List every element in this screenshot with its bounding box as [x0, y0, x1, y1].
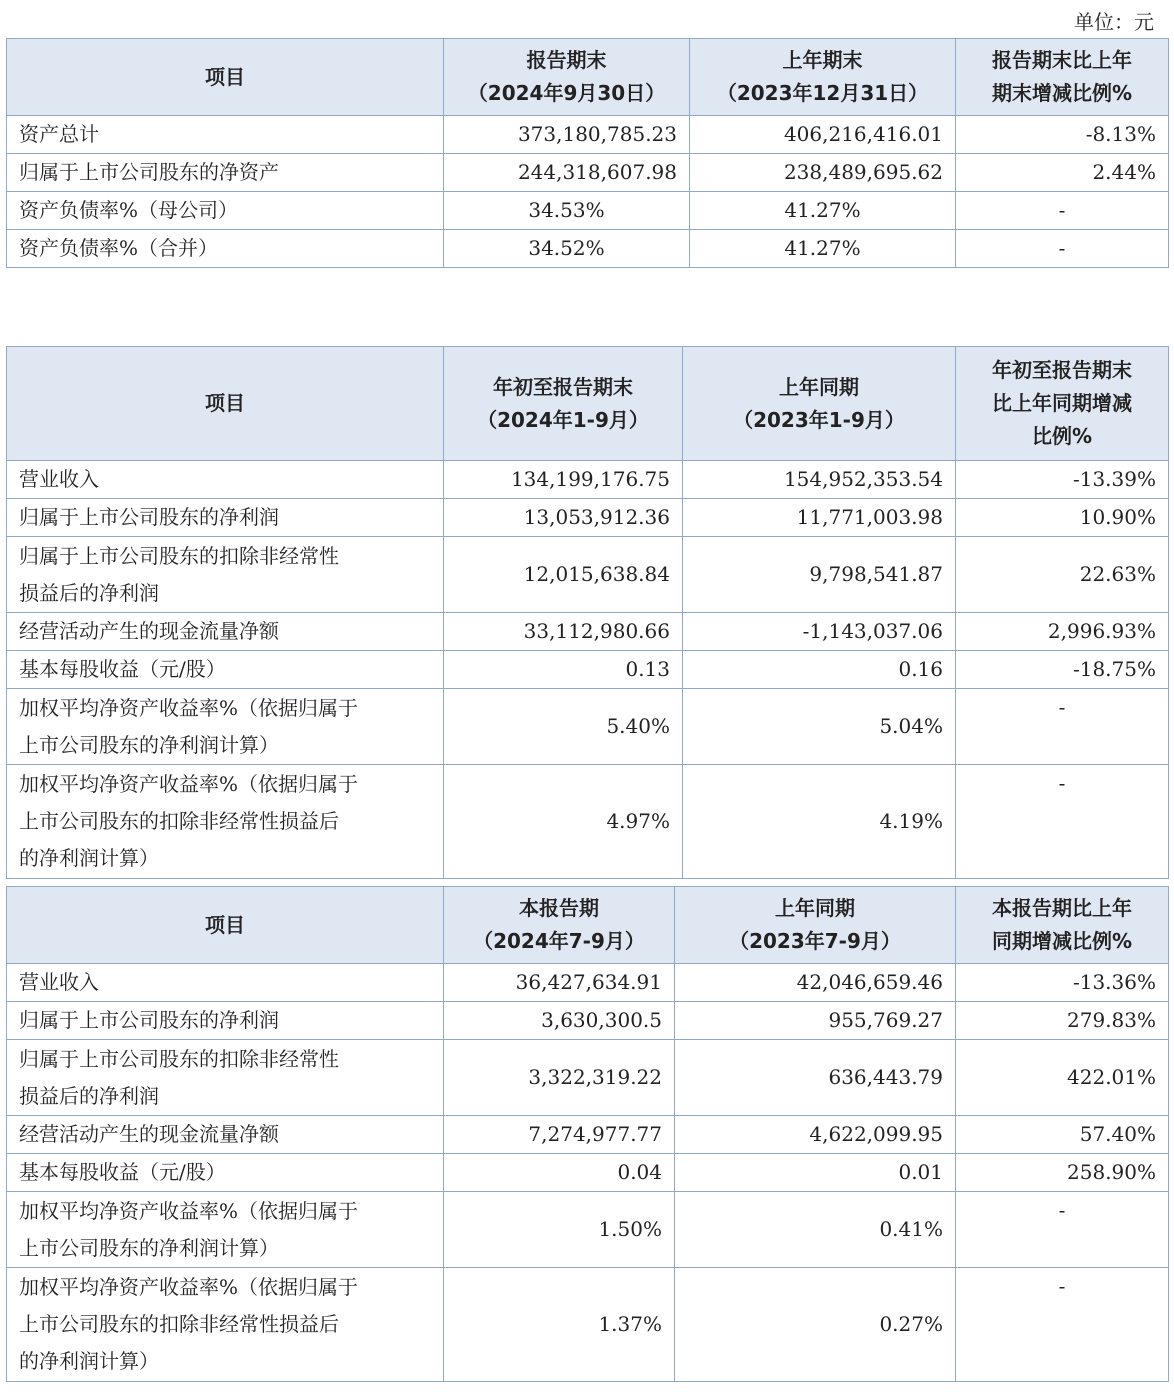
row-label: 营业收入 — [7, 461, 444, 499]
cell-value: 12,015,638.84 — [444, 537, 683, 613]
cell-value: 34.53% — [444, 192, 690, 230]
table-row — [7, 499, 1169, 537]
cell-value: -8.13% — [956, 116, 1169, 154]
row-label: 归属于上市公司股东的扣除非经常性 损益后的净利润 — [7, 1040, 444, 1116]
ytd-income-table — [6, 346, 1169, 879]
cell-value: 34.52% — [444, 230, 690, 268]
row-label: 资产负债率%（合并） — [7, 230, 444, 268]
header-report-period-end: 报告期末 （2024年9月30日） — [444, 39, 690, 116]
row-label: 加权平均净资产收益率%（依据归属于 上市公司股东的净利润计算） — [7, 1192, 444, 1268]
table-header-row — [7, 347, 1169, 461]
header-prior-year-same-quarter: 上年同期 （2023年7-9月） — [675, 887, 956, 964]
header-current-quarter: 本报告期 （2024年7-9月） — [444, 887, 675, 964]
row-label: 营业收入 — [7, 964, 444, 1002]
cell-value: 0.41% — [675, 1192, 956, 1268]
cell-value: - — [956, 689, 1169, 765]
cell-value: 4,622,099.95 — [675, 1116, 956, 1154]
row-label: 归属于上市公司股东的净资产 — [7, 154, 444, 192]
cell-value: 41.27% — [690, 192, 956, 230]
table-row — [7, 651, 1169, 689]
cell-value: 2,996.93% — [956, 613, 1169, 651]
table-row — [7, 1116, 1169, 1154]
quarter-income-table — [6, 886, 1169, 1382]
table-row — [7, 1268, 1169, 1382]
cell-value: 134,199,176.75 — [444, 461, 683, 499]
cell-value: -1,143,037.06 — [683, 613, 956, 651]
header-prior-year-end: 上年期末 （2023年12月31日） — [690, 39, 956, 116]
table-header-row — [7, 887, 1169, 964]
cell-value: 5.40% — [444, 689, 683, 765]
balance-sheet-table — [6, 38, 1169, 268]
cell-value: 279.83% — [956, 1002, 1169, 1040]
cell-value: 0.27% — [675, 1268, 956, 1382]
header-item: 项目 — [7, 887, 444, 964]
header-item: 项目 — [7, 347, 444, 461]
row-label: 经营活动产生的现金流量净额 — [7, 1116, 444, 1154]
cell-value: - — [956, 1192, 1169, 1268]
table-row — [7, 116, 1169, 154]
cell-value: 0.01 — [675, 1154, 956, 1192]
row-label: 归属于上市公司股东的净利润 — [7, 499, 444, 537]
cell-value: 238,489,695.62 — [690, 154, 956, 192]
cell-value: 22.63% — [956, 537, 1169, 613]
cell-value: 373,180,785.23 — [444, 116, 690, 154]
cell-value: -13.39% — [956, 461, 1169, 499]
table-row — [7, 461, 1169, 499]
cell-value: 422.01% — [956, 1040, 1169, 1116]
cell-value: 2.44% — [956, 154, 1169, 192]
row-label: 加权平均净资产收益率%（依据归属于 上市公司股东的扣除非经常性损益后 的净利润计算） — [7, 765, 444, 879]
cell-value: - — [956, 1268, 1169, 1382]
row-label: 归属于上市公司股东的净利润 — [7, 1002, 444, 1040]
table-row — [7, 689, 1169, 765]
cell-value: 3,630,300.5 — [444, 1002, 675, 1040]
cell-value: 1.37% — [444, 1268, 675, 1382]
cell-value: 406,216,416.01 — [690, 116, 956, 154]
cell-value: 154,952,353.54 — [683, 461, 956, 499]
cell-value: 3,322,319.22 — [444, 1040, 675, 1116]
cell-value: 636,443.79 — [675, 1040, 956, 1116]
unit-label: 单位：元 — [1074, 10, 1154, 34]
table-row — [7, 1154, 1169, 1192]
table-row — [7, 1192, 1169, 1268]
cell-value: 244,318,607.98 — [444, 154, 690, 192]
header-change-ratio: 报告期末比上年 期末增减比例% — [956, 39, 1169, 116]
cell-value: -18.75% — [956, 651, 1169, 689]
row-label: 基本每股收益（元/股） — [7, 651, 444, 689]
cell-value: 0.13 — [444, 651, 683, 689]
header-change-ratio: 本报告期比上年 同期增减比例% — [956, 887, 1169, 964]
cell-value: 258.90% — [956, 1154, 1169, 1192]
table-row — [7, 154, 1169, 192]
table-header-row — [7, 39, 1169, 116]
cell-value: 11,771,003.98 — [683, 499, 956, 537]
cell-value: 5.04% — [683, 689, 956, 765]
cell-value: 36,427,634.91 — [444, 964, 675, 1002]
cell-value: 9,798,541.87 — [683, 537, 956, 613]
cell-value: 13,053,912.36 — [444, 499, 683, 537]
table-row — [7, 1002, 1169, 1040]
header-prior-year-same-period: 上年同期 （2023年1-9月） — [683, 347, 956, 461]
cell-value: -13.36% — [956, 964, 1169, 1002]
row-label: 经营活动产生的现金流量净额 — [7, 613, 444, 651]
row-label: 资产负债率%（母公司） — [7, 192, 444, 230]
cell-value: 4.97% — [444, 765, 683, 879]
cell-value: - — [956, 192, 1169, 230]
header-change-ratio: 年初至报告期末 比上年同期增减 比例% — [956, 347, 1169, 461]
cell-value: 33,112,980.66 — [444, 613, 683, 651]
row-label: 资产总计 — [7, 116, 444, 154]
row-label: 归属于上市公司股东的扣除非经常性 损益后的净利润 — [7, 537, 444, 613]
cell-value: 0.04 — [444, 1154, 675, 1192]
header-item: 项目 — [7, 39, 444, 116]
cell-value: 41.27% — [690, 230, 956, 268]
row-label: 基本每股收益（元/股） — [7, 1154, 444, 1192]
table-row — [7, 613, 1169, 651]
cell-value: 1.50% — [444, 1192, 675, 1268]
cell-value: - — [956, 230, 1169, 268]
cell-value: 0.16 — [683, 651, 956, 689]
cell-value: 955,769.27 — [675, 1002, 956, 1040]
cell-value: 7,274,977.77 — [444, 1116, 675, 1154]
table-row — [7, 964, 1169, 1002]
cell-value: 42,046,659.46 — [675, 964, 956, 1002]
table-row — [7, 765, 1169, 879]
cell-value: 10.90% — [956, 499, 1169, 537]
table-row — [7, 192, 1169, 230]
cell-value: 57.40% — [956, 1116, 1169, 1154]
cell-value: 4.19% — [683, 765, 956, 879]
table-row — [7, 1040, 1169, 1116]
row-label: 加权平均净资产收益率%（依据归属于 上市公司股东的净利润计算） — [7, 689, 444, 765]
header-ytd: 年初至报告期末 （2024年1-9月） — [444, 347, 683, 461]
table-row — [7, 537, 1169, 613]
table-row — [7, 230, 1169, 268]
cell-value: - — [956, 765, 1169, 879]
row-label: 加权平均净资产收益率%（依据归属于 上市公司股东的扣除非经常性损益后 的净利润计算） — [7, 1268, 444, 1382]
